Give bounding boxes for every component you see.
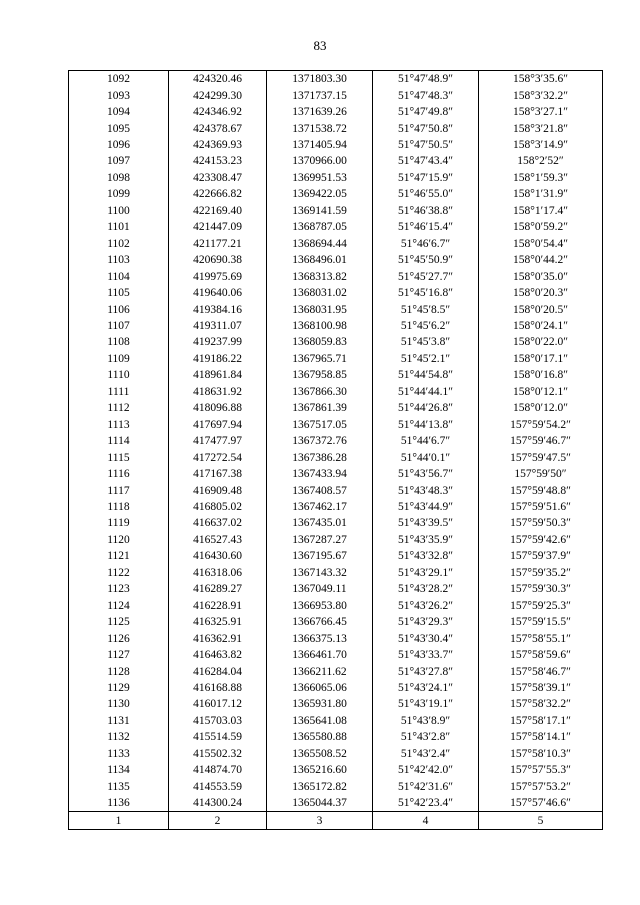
x-coordinate-cell: 416228.91 <box>169 598 267 614</box>
point-number-cell: 1116 <box>69 466 169 482</box>
point-number-cell: 1120 <box>69 532 169 548</box>
column-number-cell: 3 <box>267 812 373 830</box>
longitude-cell: 158°3′14.9″ <box>479 137 603 153</box>
latitude-cell: 51°42′42.0″ <box>373 762 479 778</box>
x-coordinate-cell: 414300.24 <box>169 795 267 812</box>
x-coordinate-cell: 418631.92 <box>169 384 267 400</box>
x-coordinate-cell: 416017.12 <box>169 696 267 712</box>
y-coordinate-cell: 1371639.26 <box>267 104 373 120</box>
table-row <box>69 104 603 120</box>
longitude-cell: 157°58′39.1″ <box>479 680 603 696</box>
x-coordinate-cell: 416805.02 <box>169 499 267 515</box>
x-coordinate-cell: 422666.82 <box>169 186 267 202</box>
y-coordinate-cell: 1368031.02 <box>267 285 373 301</box>
x-coordinate-cell: 415703.03 <box>169 713 267 729</box>
x-coordinate-cell: 420690.38 <box>169 252 267 268</box>
table-row <box>69 729 603 745</box>
table-row <box>69 762 603 778</box>
x-coordinate-cell: 424299.30 <box>169 87 267 103</box>
x-coordinate-cell: 423308.47 <box>169 170 267 186</box>
longitude-cell: 157°58′14.1″ <box>479 729 603 745</box>
point-number-cell: 1128 <box>69 663 169 679</box>
latitude-cell: 51°45′2.1″ <box>373 351 479 367</box>
table-row <box>69 400 603 416</box>
y-coordinate-cell: 1365044.37 <box>267 795 373 812</box>
longitude-cell: 158°2′52″ <box>479 153 603 169</box>
x-coordinate-cell: 418096.88 <box>169 400 267 416</box>
latitude-cell: 51°43′39.5″ <box>373 515 479 531</box>
x-coordinate-cell: 419640.06 <box>169 285 267 301</box>
y-coordinate-cell: 1365580.88 <box>267 729 373 745</box>
table-row <box>69 482 603 498</box>
y-coordinate-cell: 1368694.44 <box>267 236 373 252</box>
point-number-cell: 1100 <box>69 203 169 219</box>
y-coordinate-cell: 1366065.06 <box>267 680 373 696</box>
point-number-cell: 1121 <box>69 548 169 564</box>
longitude-cell: 158°1′59.3″ <box>479 170 603 186</box>
y-coordinate-cell: 1367861.39 <box>267 400 373 416</box>
x-coordinate-cell: 424153.23 <box>169 153 267 169</box>
y-coordinate-cell: 1368496.01 <box>267 252 373 268</box>
y-coordinate-cell: 1367143.32 <box>267 565 373 581</box>
point-number-cell: 1109 <box>69 351 169 367</box>
latitude-cell: 51°46′55.0″ <box>373 186 479 202</box>
x-coordinate-cell: 416637.02 <box>169 515 267 531</box>
y-coordinate-cell: 1367287.27 <box>267 532 373 548</box>
table-row <box>69 598 603 614</box>
table-row <box>69 515 603 531</box>
y-coordinate-cell: 1365172.82 <box>267 778 373 794</box>
point-number-cell: 1102 <box>69 236 169 252</box>
longitude-cell: 158°3′27.1″ <box>479 104 603 120</box>
y-coordinate-cell: 1370966.00 <box>267 153 373 169</box>
point-number-cell: 1122 <box>69 565 169 581</box>
point-number-cell: 1094 <box>69 104 169 120</box>
column-number-cell: 4 <box>373 812 479 830</box>
x-coordinate-cell: 419384.16 <box>169 301 267 317</box>
point-number-cell: 1130 <box>69 696 169 712</box>
table-row <box>69 87 603 103</box>
x-coordinate-cell: 419237.99 <box>169 334 267 350</box>
longitude-cell: 157°59′30.3″ <box>479 581 603 597</box>
x-coordinate-cell: 418961.84 <box>169 367 267 383</box>
y-coordinate-cell: 1366461.70 <box>267 647 373 663</box>
latitude-cell: 51°43′33.7″ <box>373 647 479 663</box>
point-number-cell: 1101 <box>69 219 169 235</box>
latitude-cell: 51°45′16.8″ <box>373 285 479 301</box>
point-number-cell: 1110 <box>69 367 169 383</box>
latitude-cell: 51°43′30.4″ <box>373 630 479 646</box>
longitude-cell: 158°1′31.9″ <box>479 186 603 202</box>
latitude-cell: 51°44′26.8″ <box>373 400 479 416</box>
x-coordinate-cell: 416430.60 <box>169 548 267 564</box>
latitude-cell: 51°43′2.4″ <box>373 746 479 762</box>
longitude-cell: 157°59′47.5″ <box>479 449 603 465</box>
latitude-cell: 51°47′50.5″ <box>373 137 479 153</box>
x-coordinate-cell: 424369.93 <box>169 137 267 153</box>
latitude-cell: 51°43′29.1″ <box>373 565 479 581</box>
point-number-cell: 1105 <box>69 285 169 301</box>
x-coordinate-cell: 414553.59 <box>169 778 267 794</box>
column-number-cell: 2 <box>169 812 267 830</box>
y-coordinate-cell: 1366211.62 <box>267 663 373 679</box>
x-coordinate-cell: 419186.22 <box>169 351 267 367</box>
table-row <box>69 449 603 465</box>
y-coordinate-cell: 1366766.45 <box>267 614 373 630</box>
point-number-cell: 1099 <box>69 186 169 202</box>
x-coordinate-cell: 417272.54 <box>169 449 267 465</box>
latitude-cell: 51°47′48.9″ <box>373 71 479 88</box>
table-row <box>69 548 603 564</box>
table-row <box>69 532 603 548</box>
latitude-cell: 51°43′24.1″ <box>373 680 479 696</box>
longitude-cell: 158°3′21.8″ <box>479 120 603 136</box>
x-coordinate-cell: 416527.43 <box>169 532 267 548</box>
x-coordinate-cell: 422169.40 <box>169 203 267 219</box>
x-coordinate-cell: 415502.32 <box>169 746 267 762</box>
table-row <box>69 252 603 268</box>
y-coordinate-cell: 1371737.15 <box>267 87 373 103</box>
x-coordinate-cell: 424346.92 <box>169 104 267 120</box>
y-coordinate-cell: 1367435.01 <box>267 515 373 531</box>
y-coordinate-cell: 1368787.05 <box>267 219 373 235</box>
x-coordinate-cell: 421447.09 <box>169 219 267 235</box>
table-row <box>69 433 603 449</box>
longitude-cell: 158°3′32.2″ <box>479 87 603 103</box>
page-number: 83 <box>313 38 327 53</box>
latitude-cell: 51°47′48.3″ <box>373 87 479 103</box>
latitude-cell: 51°45′8.5″ <box>373 301 479 317</box>
latitude-cell: 51°43′48.3″ <box>373 482 479 498</box>
point-number-cell: 1115 <box>69 449 169 465</box>
y-coordinate-cell: 1367958.85 <box>267 367 373 383</box>
table-row <box>69 384 603 400</box>
latitude-cell: 51°43′26.2″ <box>373 598 479 614</box>
latitude-cell: 51°42′23.4″ <box>373 795 479 812</box>
longitude-cell: 157°58′59.6″ <box>479 647 603 663</box>
table-body <box>69 71 603 830</box>
point-number-cell: 1126 <box>69 630 169 646</box>
table-row <box>69 417 603 433</box>
longitude-cell: 157°59′51.6″ <box>479 499 603 515</box>
longitude-cell: 157°58′17.1″ <box>479 713 603 729</box>
longitude-cell: 157°58′46.7″ <box>479 663 603 679</box>
table-row <box>69 203 603 219</box>
y-coordinate-cell: 1369141.59 <box>267 203 373 219</box>
y-coordinate-cell: 1368100.98 <box>267 318 373 334</box>
point-number-cell: 1096 <box>69 137 169 153</box>
table-row <box>69 186 603 202</box>
latitude-cell: 51°47′49.8″ <box>373 104 479 120</box>
x-coordinate-cell: 419975.69 <box>169 268 267 284</box>
point-number-cell: 1125 <box>69 614 169 630</box>
latitude-cell: 51°43′44.9″ <box>373 499 479 515</box>
x-coordinate-cell: 424320.46 <box>169 71 267 88</box>
latitude-cell: 51°43′35.9″ <box>373 532 479 548</box>
longitude-cell: 157°59′48.8″ <box>479 482 603 498</box>
longitude-cell: 158°0′17.1″ <box>479 351 603 367</box>
latitude-cell: 51°44′44.1″ <box>373 384 479 400</box>
point-number-cell: 1135 <box>69 778 169 794</box>
longitude-cell: 157°59′54.2″ <box>479 417 603 433</box>
longitude-cell: 158°1′17.4″ <box>479 203 603 219</box>
point-number-cell: 1127 <box>69 647 169 663</box>
latitude-cell: 51°43′29.3″ <box>373 614 479 630</box>
latitude-cell: 51°45′50.9″ <box>373 252 479 268</box>
latitude-cell: 51°42′31.6″ <box>373 778 479 794</box>
longitude-cell: 157°57′55.3″ <box>479 762 603 778</box>
longitude-cell: 157°58′55.1″ <box>479 630 603 646</box>
column-number-cell: 5 <box>479 812 603 830</box>
table-row <box>69 795 603 812</box>
latitude-cell: 51°45′3.8″ <box>373 334 479 350</box>
x-coordinate-cell: 416168.88 <box>169 680 267 696</box>
point-number-cell: 1093 <box>69 87 169 103</box>
y-coordinate-cell: 1367462.17 <box>267 499 373 515</box>
latitude-cell: 51°44′13.8″ <box>373 417 479 433</box>
latitude-cell: 51°46′38.8″ <box>373 203 479 219</box>
point-number-cell: 1123 <box>69 581 169 597</box>
longitude-cell: 158°0′12.1″ <box>479 384 603 400</box>
y-coordinate-cell: 1367386.28 <box>267 449 373 465</box>
y-coordinate-cell: 1369951.53 <box>267 170 373 186</box>
coordinates-table <box>68 70 603 830</box>
point-number-cell: 1119 <box>69 515 169 531</box>
table-row <box>69 236 603 252</box>
latitude-cell: 51°43′32.8″ <box>373 548 479 564</box>
x-coordinate-cell: 417477.97 <box>169 433 267 449</box>
longitude-cell: 157°59′25.3″ <box>479 598 603 614</box>
x-coordinate-cell: 416325.91 <box>169 614 267 630</box>
longitude-cell: 158°0′44.2″ <box>479 252 603 268</box>
table-row <box>69 351 603 367</box>
point-number-cell: 1095 <box>69 120 169 136</box>
x-coordinate-cell: 421177.21 <box>169 236 267 252</box>
x-coordinate-cell: 417167.38 <box>169 466 267 482</box>
y-coordinate-cell: 1365931.80 <box>267 696 373 712</box>
point-number-cell: 1106 <box>69 301 169 317</box>
point-number-cell: 1131 <box>69 713 169 729</box>
table-row <box>69 268 603 284</box>
longitude-cell: 158°0′16.8″ <box>479 367 603 383</box>
y-coordinate-cell: 1367049.11 <box>267 581 373 597</box>
point-number-cell: 1117 <box>69 482 169 498</box>
longitude-cell: 158°0′59.2″ <box>479 219 603 235</box>
y-coordinate-cell: 1365508.52 <box>267 746 373 762</box>
point-number-cell: 1124 <box>69 598 169 614</box>
longitude-cell: 158°0′35.0″ <box>479 268 603 284</box>
latitude-cell: 51°47′15.9″ <box>373 170 479 186</box>
longitude-cell: 158°0′20.5″ <box>479 301 603 317</box>
longitude-cell: 158°0′20.3″ <box>479 285 603 301</box>
x-coordinate-cell: 416463.82 <box>169 647 267 663</box>
latitude-cell: 51°45′27.7″ <box>373 268 479 284</box>
x-coordinate-cell: 416909.48 <box>169 482 267 498</box>
y-coordinate-cell: 1366375.13 <box>267 630 373 646</box>
y-coordinate-cell: 1368031.95 <box>267 301 373 317</box>
table-row <box>69 71 603 88</box>
y-coordinate-cell: 1367965.71 <box>267 351 373 367</box>
latitude-cell: 51°43′27.8″ <box>373 663 479 679</box>
table-row <box>69 120 603 136</box>
point-number-cell: 1134 <box>69 762 169 778</box>
table-row <box>69 466 603 482</box>
x-coordinate-cell: 416318.06 <box>169 565 267 581</box>
y-coordinate-cell: 1368313.82 <box>267 268 373 284</box>
point-number-cell: 1107 <box>69 318 169 334</box>
point-number-cell: 1108 <box>69 334 169 350</box>
table-row <box>69 630 603 646</box>
longitude-cell: 157°57′53.2″ <box>479 778 603 794</box>
point-number-cell: 1133 <box>69 746 169 762</box>
latitude-cell: 51°44′0.1″ <box>373 449 479 465</box>
table-row <box>69 318 603 334</box>
latitude-cell: 51°43′8.9″ <box>373 713 479 729</box>
table-row <box>69 334 603 350</box>
table-row <box>69 663 603 679</box>
table-row <box>69 713 603 729</box>
longitude-cell: 158°0′24.1″ <box>479 318 603 334</box>
longitude-cell: 157°59′50″ <box>479 466 603 482</box>
point-number-cell: 1092 <box>69 71 169 88</box>
table-row <box>69 219 603 235</box>
y-coordinate-cell: 1368059.83 <box>267 334 373 350</box>
table-row <box>69 367 603 383</box>
y-coordinate-cell: 1371405.94 <box>267 137 373 153</box>
latitude-cell: 51°46′15.4″ <box>373 219 479 235</box>
table-row <box>69 499 603 515</box>
longitude-cell: 157°59′35.2″ <box>479 565 603 581</box>
y-coordinate-cell: 1371803.30 <box>267 71 373 88</box>
table-row <box>69 778 603 794</box>
table-row <box>69 746 603 762</box>
point-number-cell: 1114 <box>69 433 169 449</box>
x-coordinate-cell: 419311.07 <box>169 318 267 334</box>
longitude-cell: 158°0′12.0″ <box>479 400 603 416</box>
point-number-cell: 1098 <box>69 170 169 186</box>
longitude-cell: 158°3′35.6″ <box>479 71 603 88</box>
latitude-cell: 51°46′6.7″ <box>373 236 479 252</box>
y-coordinate-cell: 1367866.30 <box>267 384 373 400</box>
y-coordinate-cell: 1367517.05 <box>267 417 373 433</box>
longitude-cell: 157°59′15.5″ <box>479 614 603 630</box>
longitude-cell: 157°57′46.6″ <box>479 795 603 812</box>
longitude-cell: 157°59′46.7″ <box>479 433 603 449</box>
point-number-cell: 1111 <box>69 384 169 400</box>
table-row <box>69 170 603 186</box>
point-number-cell: 1129 <box>69 680 169 696</box>
table-row <box>69 565 603 581</box>
longitude-cell: 157°59′50.3″ <box>479 515 603 531</box>
table-row <box>69 301 603 317</box>
x-coordinate-cell: 424378.67 <box>169 120 267 136</box>
y-coordinate-cell: 1366953.80 <box>267 598 373 614</box>
y-coordinate-cell: 1365641.08 <box>267 713 373 729</box>
point-number-cell: 1103 <box>69 252 169 268</box>
latitude-cell: 51°43′2.8″ <box>373 729 479 745</box>
table-row <box>69 696 603 712</box>
point-number-cell: 1097 <box>69 153 169 169</box>
table-row <box>69 680 603 696</box>
longitude-cell: 157°59′42.6″ <box>479 532 603 548</box>
x-coordinate-cell: 415514.59 <box>169 729 267 745</box>
y-coordinate-cell: 1367372.76 <box>267 433 373 449</box>
x-coordinate-cell: 416289.27 <box>169 581 267 597</box>
table-row <box>69 647 603 663</box>
point-number-cell: 1104 <box>69 268 169 284</box>
longitude-cell: 157°58′10.3″ <box>479 746 603 762</box>
latitude-cell: 51°47′50.8″ <box>373 120 479 136</box>
y-coordinate-cell: 1369422.05 <box>267 186 373 202</box>
table-row <box>69 137 603 153</box>
table-row <box>69 153 603 169</box>
column-number-row <box>69 812 603 830</box>
longitude-cell: 158°0′22.0″ <box>479 334 603 350</box>
point-number-cell: 1112 <box>69 400 169 416</box>
table-row <box>69 285 603 301</box>
longitude-cell: 157°58′32.2″ <box>479 696 603 712</box>
latitude-cell: 51°44′54.8″ <box>373 367 479 383</box>
point-number-cell: 1132 <box>69 729 169 745</box>
point-number-cell: 1118 <box>69 499 169 515</box>
y-coordinate-cell: 1367408.57 <box>267 482 373 498</box>
latitude-cell: 51°44′6.7″ <box>373 433 479 449</box>
y-coordinate-cell: 1365216.60 <box>267 762 373 778</box>
table-row <box>69 581 603 597</box>
y-coordinate-cell: 1367195.67 <box>267 548 373 564</box>
x-coordinate-cell: 416284.04 <box>169 663 267 679</box>
table-row <box>69 614 603 630</box>
point-number-cell: 1113 <box>69 417 169 433</box>
latitude-cell: 51°43′19.1″ <box>373 696 479 712</box>
y-coordinate-cell: 1367433.94 <box>267 466 373 482</box>
point-number-cell: 1136 <box>69 795 169 812</box>
x-coordinate-cell: 414874.70 <box>169 762 267 778</box>
x-coordinate-cell: 416362.91 <box>169 630 267 646</box>
x-coordinate-cell: 417697.94 <box>169 417 267 433</box>
longitude-cell: 157°59′37.9″ <box>479 548 603 564</box>
latitude-cell: 51°47′43.4″ <box>373 153 479 169</box>
column-number-cell: 1 <box>69 812 169 830</box>
latitude-cell: 51°43′28.2″ <box>373 581 479 597</box>
latitude-cell: 51°43′56.7″ <box>373 466 479 482</box>
y-coordinate-cell: 1371538.72 <box>267 120 373 136</box>
latitude-cell: 51°45′6.2″ <box>373 318 479 334</box>
longitude-cell: 158°0′54.4″ <box>479 236 603 252</box>
